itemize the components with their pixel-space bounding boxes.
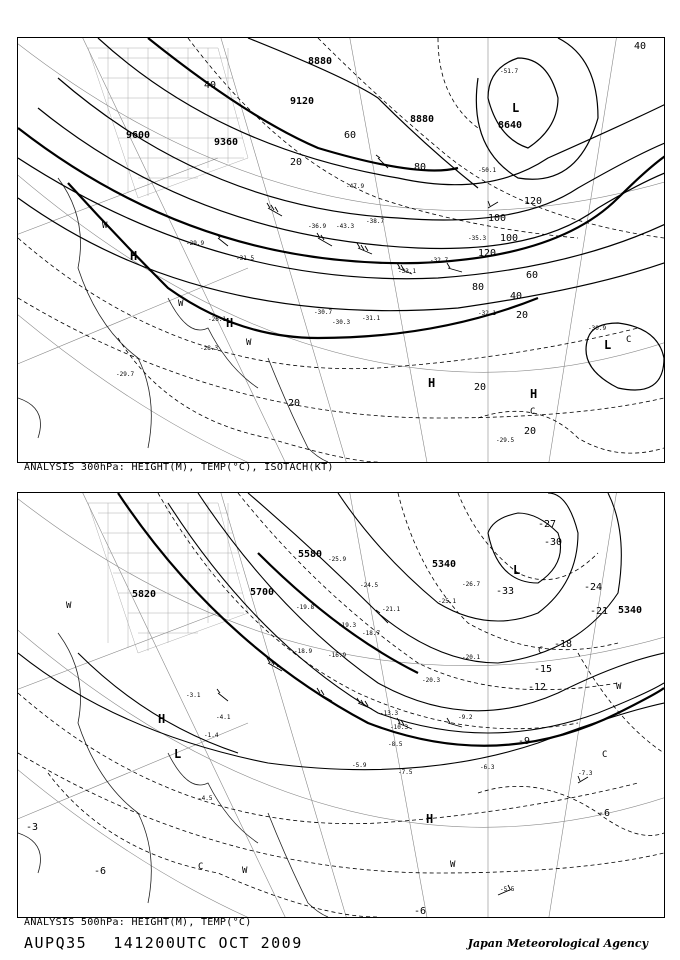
high-pressure-center: H (426, 812, 434, 826)
cold-mark: C (602, 750, 608, 760)
isotach-label: 40 (204, 80, 217, 91)
temperature-value: -33.1 (398, 268, 417, 275)
temperature-value: -28.3 (200, 345, 219, 352)
temperature-value: -30.7 (314, 309, 333, 316)
temperature-value: -30.9 (588, 325, 607, 332)
temperature-value: -26.1 (208, 316, 227, 323)
upper-isotherms (18, 38, 664, 462)
lower-height-contours (18, 493, 664, 770)
isotherm-label: -30 (544, 537, 563, 548)
warm-mark: W (246, 338, 252, 348)
upper-graticule (18, 38, 664, 462)
temperature-value: -38.7 (366, 218, 385, 225)
lower-chart-map (18, 493, 664, 917)
warm-mark: W (178, 299, 184, 309)
temperature-value: -6.3 (480, 764, 495, 771)
temperature-value: -4.5 (198, 795, 213, 802)
temperature-value: -31.1 (362, 315, 381, 322)
lower-chart-caption: ANALYSIS 500hPa: HEIGHT(M), TEMP(°C) (24, 917, 252, 928)
temperature-value: -36.9 (308, 223, 327, 230)
lower-hatch (88, 503, 248, 653)
isotach-label: 40 (510, 291, 523, 302)
high-pressure-center: H (158, 712, 166, 726)
upper-chart-map (18, 38, 664, 462)
isotherm-label: -21 (590, 606, 609, 617)
warm-mark: W (102, 221, 108, 231)
temperature-value: -4.1 (216, 714, 231, 721)
isotherm-label: -18 (554, 639, 573, 650)
isotach-label: 80 (414, 162, 427, 173)
temperature-value: -5.9 (352, 762, 367, 769)
temperature-value: -26.7 (462, 581, 481, 588)
isotach-label: 20 (516, 310, 529, 321)
height-label: 8640 (498, 120, 523, 131)
high-pressure-center: H (226, 316, 234, 330)
temperature-value: -32.7 (430, 257, 449, 264)
warm-mark: W (242, 866, 248, 876)
high-pressure-center: H (530, 387, 538, 401)
temperature-value: -51.7 (500, 68, 519, 75)
temperature-value: -29.9 (186, 240, 205, 247)
warm-mark: W (66, 601, 72, 611)
temperature-value: -9.2 (458, 714, 473, 721)
isotach-label: 20 (524, 426, 537, 437)
upper-jet-contours (18, 38, 664, 338)
height-label: 5700 (250, 587, 275, 598)
low-pressure-center: L (512, 101, 520, 115)
valid-time: 141200UTC OCT 2009 (113, 934, 303, 952)
temperature-value: -24.5 (360, 582, 379, 589)
lower-chart-panel (17, 492, 665, 918)
high-pressure-center: H (428, 376, 436, 390)
height-label: 9360 (214, 137, 239, 148)
temperature-value: -5.5 (500, 886, 515, 893)
isotherm-label: -24 (584, 582, 603, 593)
isotherm-label: -6 (414, 906, 427, 917)
temperature-value: -29.5 (496, 437, 515, 444)
isotherm-label: -9 (518, 736, 531, 747)
upper-low-contour (586, 323, 664, 390)
isotherm-label: -6 (598, 808, 611, 819)
agency-credit: Japan Meteorological Agency (467, 937, 648, 950)
isotherm-label: -33 (496, 586, 515, 597)
upper-height-contours (18, 38, 664, 311)
isotach-label: 60 (526, 270, 539, 281)
upper-chart-panel (17, 37, 665, 463)
height-label: 8880 (308, 56, 333, 67)
high-pressure-center: H (130, 249, 138, 263)
temperature-value: -20.1 (462, 654, 481, 661)
isotherm-label: -12 (528, 682, 547, 693)
chart-footer (24, 934, 303, 952)
isotherm-label: -27 (538, 519, 557, 530)
temperature-value: -10.3 (390, 724, 409, 731)
isotach-label: 40 (634, 41, 647, 52)
temperature-value: -19.3 (338, 622, 357, 629)
isotach-label: 100 (500, 233, 519, 244)
height-label: 9120 (290, 96, 315, 107)
isotach-label: 100 (488, 213, 507, 224)
temperature-value: -21.1 (382, 606, 401, 613)
temperature-value: -25.9 (328, 556, 347, 563)
temperature-value: -47.9 (346, 183, 365, 190)
chart-id: AUPQ35 (24, 934, 88, 952)
temperature-value: -20.3 (422, 677, 441, 684)
temperature-value: -35.3 (468, 235, 487, 242)
lower-wind-barbs (217, 610, 588, 895)
temperature-value: -50.1 (478, 167, 497, 174)
temperature-value: -7.3 (578, 770, 593, 777)
isotach-label: 60 (344, 130, 357, 141)
isotach-label: 20 (288, 398, 301, 409)
low-pressure-center: L (174, 747, 182, 761)
upper-coastlines (18, 178, 328, 462)
cold-mark: C (538, 646, 544, 656)
temperature-value: -29.7 (116, 371, 135, 378)
height-label: 8880 (410, 114, 435, 125)
isotach-label: 120 (478, 248, 497, 259)
height-label: 5580 (298, 549, 323, 560)
cold-mark: C (198, 862, 204, 872)
isotherm-label: -15 (534, 664, 553, 675)
temperature-value: -43.3 (336, 223, 355, 230)
isotach-label: 20 (290, 157, 303, 168)
cold-mark: C (530, 407, 536, 417)
lower-coastlines (18, 633, 328, 917)
lower-minor-marks (66, 601, 622, 876)
upper-isotach-labels (204, 41, 646, 437)
temperature-value: -13.3 (380, 710, 399, 717)
temperature-value: -7.5 (398, 769, 413, 776)
isotach-label: 80 (472, 282, 485, 293)
low-pressure-center: L (513, 563, 521, 577)
temperature-value: -16.9 (328, 652, 347, 659)
height-label: 5340 (432, 559, 457, 570)
lower-isotherm-labels (26, 519, 610, 917)
temperature-value: -18.7 (362, 630, 381, 637)
height-label: 5340 (618, 605, 643, 616)
height-label: 5820 (132, 589, 157, 600)
warm-mark: W (616, 682, 622, 692)
isotach-label: 120 (524, 196, 543, 207)
lower-pressure-centers (158, 563, 520, 826)
temperature-value: -3.1 (186, 692, 201, 699)
temperature-value: -32.1 (478, 310, 497, 317)
temperature-value: -30.3 (332, 319, 351, 326)
upper-hatch (88, 48, 248, 198)
low-pressure-center: L (604, 338, 612, 352)
upper-chart-caption: ANALYSIS 300hPa: HEIGHT(M), TEMP(°C), ISOTACH(KT) (24, 462, 334, 473)
upper-pressure-centers (130, 101, 611, 401)
isotherm-label: -6 (94, 866, 107, 877)
isotach-label: 20 (474, 382, 487, 393)
temperature-value: -18.9 (294, 648, 313, 655)
temperature-value: -19.8 (296, 604, 315, 611)
height-label: 9600 (126, 130, 151, 141)
temperature-value: -31.5 (236, 255, 255, 262)
temperature-value: -1.4 (204, 732, 219, 739)
temperature-value: -25.1 (438, 598, 457, 605)
cold-mark: C (626, 335, 632, 345)
isotherm-label: -3 (26, 822, 39, 833)
warm-mark: W (450, 860, 456, 870)
temperature-value: -8.5 (388, 741, 403, 748)
